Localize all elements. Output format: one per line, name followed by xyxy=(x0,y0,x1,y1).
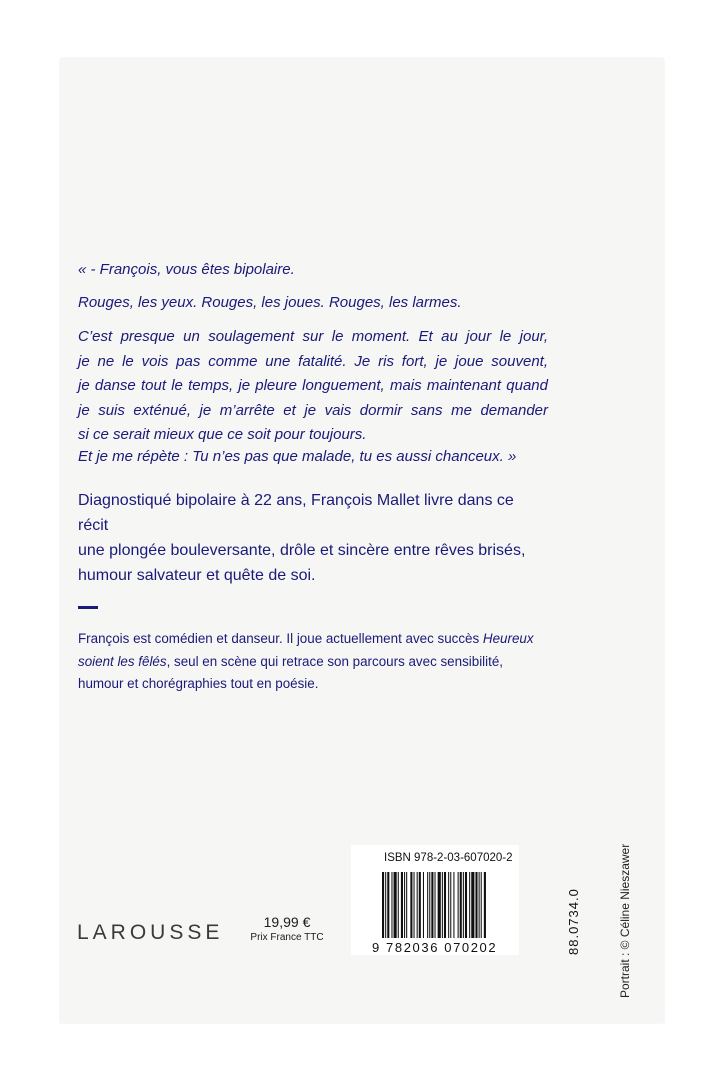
barcode-bar xyxy=(394,872,397,938)
barcode-bar xyxy=(475,872,477,938)
barcode-bar xyxy=(453,872,454,938)
quote-paragraph-line: je suis exténué, je m’arrête et je vais dormir sans me demander xyxy=(78,401,548,419)
barcode-bar xyxy=(385,872,386,938)
product-code: 88.0734.0 xyxy=(566,888,581,955)
barcode-bar xyxy=(401,872,403,938)
barcode-bar xyxy=(419,872,421,938)
barcode-bar xyxy=(410,872,412,938)
description-line: humour salvateur et quête de soi. xyxy=(78,567,316,584)
barcode-bar xyxy=(463,872,464,938)
barcode-bar xyxy=(398,872,399,938)
barcode-bar xyxy=(450,872,451,938)
quote-line-1: « - François, vous êtes bipolaire. xyxy=(78,261,295,278)
ean-digits: 9 782036 070202 xyxy=(372,940,498,955)
quote-paragraph-line: C’est presque un soulagement sur le moment. Et au jour le jour, xyxy=(78,328,548,345)
barcode-bar xyxy=(444,872,446,938)
quote-paragraph-line: je ne le vois pas comme une fatalité. Je ris fort, je joue souvent, xyxy=(78,352,548,370)
barcode-bar xyxy=(423,872,424,938)
barcode-bar xyxy=(429,872,430,938)
quote-closing: Et je me répète : Tu n’es pas que malade, tu es aussi chanceux. » xyxy=(78,448,517,465)
barcode-bar xyxy=(465,872,467,938)
bio-text: François est comédien et danseur. Il joue actuellement avec succès xyxy=(78,631,483,646)
barcode-image xyxy=(382,872,526,938)
portrait-credit: Portrait : © Céline Nieszawer xyxy=(618,843,632,998)
barcode-bar xyxy=(484,872,486,938)
barcode-bar xyxy=(448,872,449,938)
book-description xyxy=(78,488,548,588)
quote-line-2: Rouges, les yeux. Rouges, les joues. Rouges, les larmes. xyxy=(78,294,462,311)
barcode-bar xyxy=(404,872,405,938)
barcode-bar xyxy=(438,872,441,938)
barcode-bar xyxy=(471,872,474,938)
barcode-bar xyxy=(469,872,470,938)
bio-line xyxy=(78,628,558,651)
barcode-bar xyxy=(479,872,480,938)
barcode-bar xyxy=(387,872,389,938)
barcode-bar xyxy=(481,872,482,938)
price-amount: 19,99 € xyxy=(263,914,311,930)
barcode-bar xyxy=(382,872,384,938)
barcode-bar xyxy=(406,872,407,938)
quote-paragraph xyxy=(78,325,548,448)
barcode-bar xyxy=(460,872,462,938)
barcode-bar xyxy=(427,872,428,938)
barcode-bar xyxy=(417,872,418,938)
author-bio xyxy=(78,628,558,696)
show-title: soient les fêlés xyxy=(78,653,167,669)
barcode-bar xyxy=(458,872,459,938)
section-divider xyxy=(78,606,98,609)
quote-paragraph-line: je danse tout le temps, je pleure longuement, mais maintenant quand xyxy=(78,377,548,395)
barcode-bar xyxy=(431,872,433,938)
quote-paragraph-line: si ce serait mieux que ce soit pour toujours. xyxy=(78,426,367,444)
description-line: Diagnostiqué bipolaire à 22 ans, François Mallet livre dans ce récit xyxy=(78,492,514,534)
bio-line xyxy=(78,651,558,674)
price-label: Prix France TTC xyxy=(250,932,324,943)
bio-line: humour et chorégraphies tout en poésie. xyxy=(78,676,319,691)
barcode-bar xyxy=(442,872,443,938)
barcode-bar xyxy=(414,872,415,938)
bio-text: , seul en scène qui retrace son parcours avec sensibilité, xyxy=(166,653,504,669)
show-title: Heureux xyxy=(482,631,534,646)
isbn-text: ISBN 978-2-03-607020-2 xyxy=(384,852,513,864)
description-line: une plongée bouleversante, drôle et sincère entre rêves brisés, xyxy=(78,542,526,559)
price-block xyxy=(242,914,332,943)
barcode-bar xyxy=(435,872,436,938)
publisher-logo: LAROUSSE xyxy=(77,921,224,944)
barcode-bar xyxy=(391,872,392,938)
